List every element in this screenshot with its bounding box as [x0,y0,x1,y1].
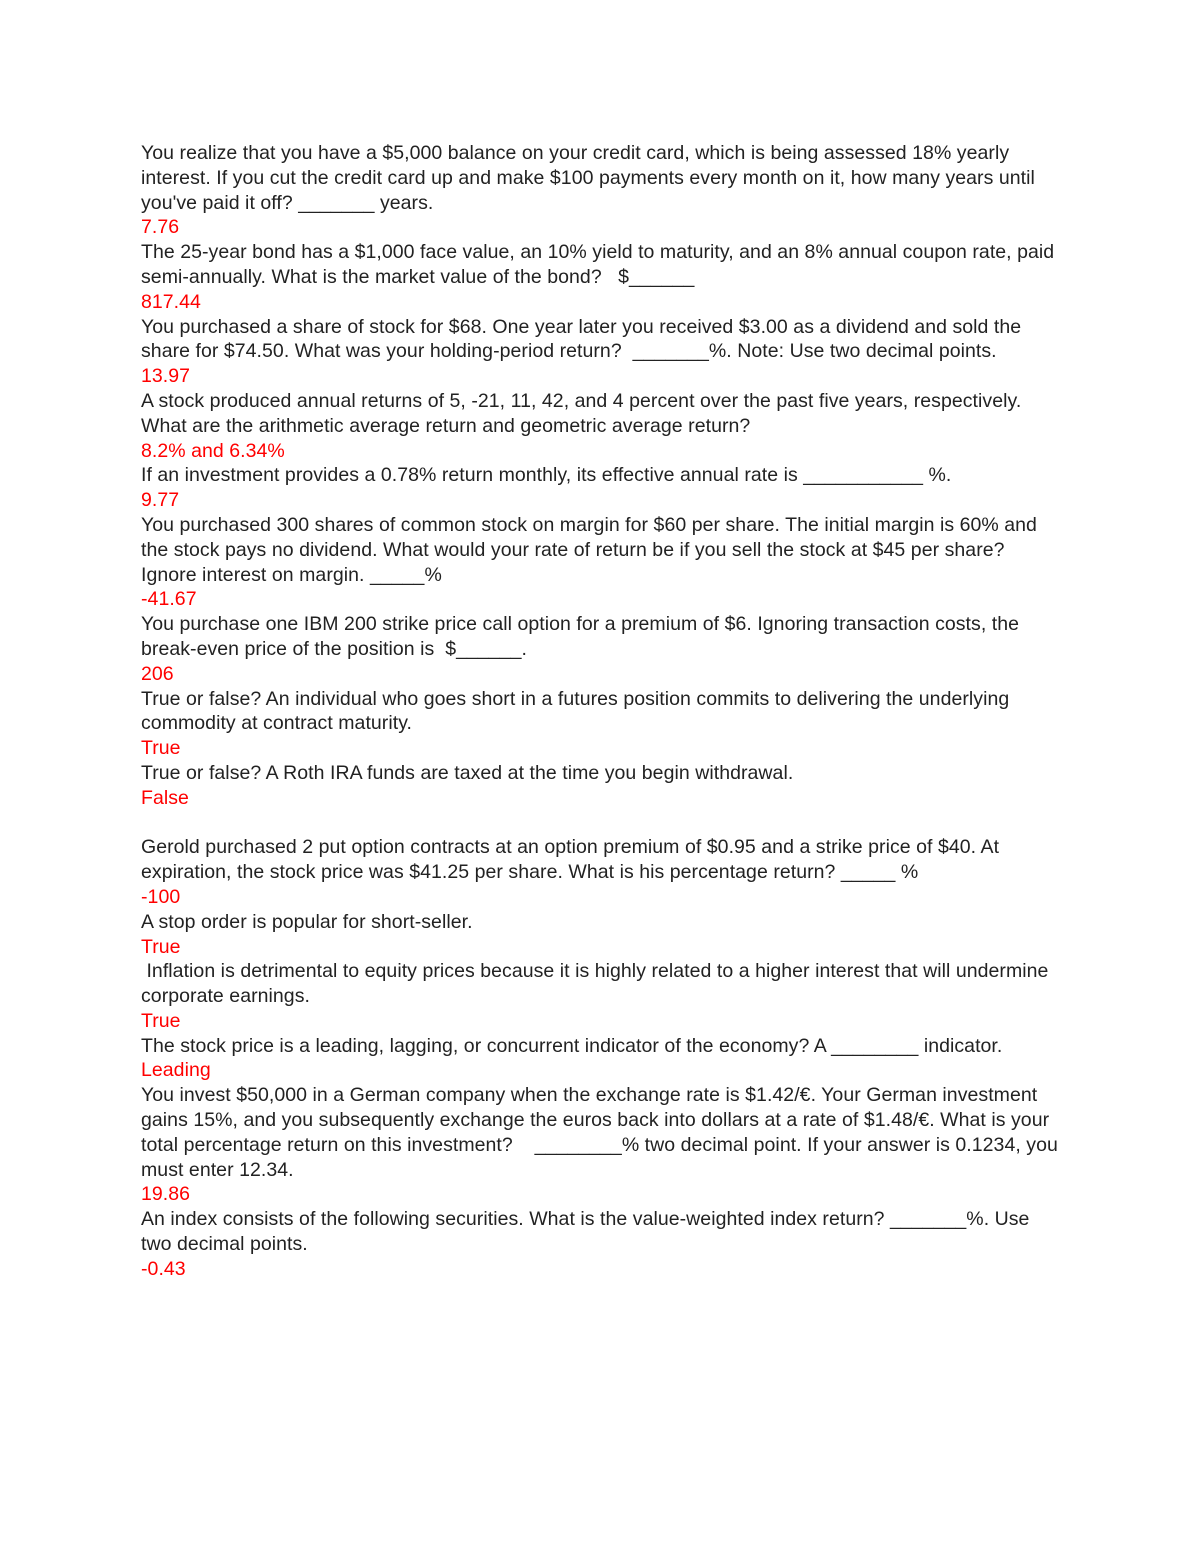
answer-text: -41.67 [141,588,197,611]
question-text: True or false? An individual who goes short in a futures position commits to delivering the underlying commodity at contract maturity. [141,687,1015,735]
answer-text: True [141,935,181,958]
answer-text: 9.77 [141,489,180,512]
answer-text: 7.76 [141,216,180,239]
question-text: An index consists of the following securities. What is the value-weighted index return? _______%. Use two decimal points. [141,1208,1035,1256]
question-text: True or false? A Roth IRA funds are taxed at the time you begin withdrawal. [141,761,794,784]
answer-text: False [141,786,189,809]
answer-text: True [141,737,181,760]
question-text: Gerold purchased 2 put option contracts at an option premium of $0.95 and a strike price of $40. At expiration, the stock price was $41.25 per share. What is his percentage return? _____ % [141,836,1005,884]
answer-text: Leading [141,1059,211,1082]
blank-line [141,811,1061,836]
question-text: If an investment provides a 0.78% return monthly, its effective annual rate is ___________ %. [141,464,952,487]
answer-text: -100 [141,885,181,908]
question-text: You purchased 300 shares of common stock on margin for $60 per share. The initial margin is 60% and the stock pays no dividend. What would your rate of return be if you sell the stock at $45 per share? Ignore interest on margin. _____% [141,513,1043,586]
question-text: Inflation is detrimental to equity prices because it is highly related to a higher interest that will undermine corporate earnings. [141,960,1054,1008]
answer-text: 206 [141,662,174,685]
question-text: The 25-year bond has a $1,000 face value, an 10% yield to maturity, and an 8% annual coupon rate, paid semi-annually. What is the market value of the bond? $______ [141,241,1060,288]
question-text: The stock price is a leading, lagging, or concurrent indicator of the economy? A ________ indicator. [141,1034,1003,1057]
answer-text: 13.97 [141,365,191,388]
question-text: A stop order is popular for short-seller. [141,910,473,933]
question-text: You invest $50,000 in a German company when the exchange rate is $1.42/€. Your German investment gains 15%, and you subsequently exchange the euros back into dollars at a rate of $1.48/€. What is your total percentage return on this investment? ________% two decimal point. If your answer is 0.1234, you must enter 12.34. [141,1084,1064,1181]
question-text: A stock produced annual returns of 5, -21, 11, 42, and 4 percent over the past five years, respectively. What are the arithmetic average return and geometric average return? [141,389,1027,437]
answer-text: True [141,1009,181,1032]
document-page [141,141,1064,1282]
answer-text: -0.43 [141,1257,186,1280]
question-text: You purchase one IBM 200 strike price call option for a premium of $6. Ignoring transaction costs, the break-even price of the position is $______. [141,613,1025,660]
answer-text: 19.86 [141,1183,191,1206]
question-text: You purchased a share of stock for $68. One year later you received $3.00 as a dividend and sold the share for $74.50. What was your holding-period return? _______%. Note: Use two decimal points. [141,315,1027,363]
answer-text: 817.44 [141,290,201,313]
question-text: You realize that you have a $5,000 balance on your credit card, which is being assessed 18% yearly interest. If you cut the credit card up and make $100 payments every month on it, how many years until you've paid it off? _______ years. [141,142,1041,214]
answer-text: 8.2% and 6.34% [141,439,285,462]
